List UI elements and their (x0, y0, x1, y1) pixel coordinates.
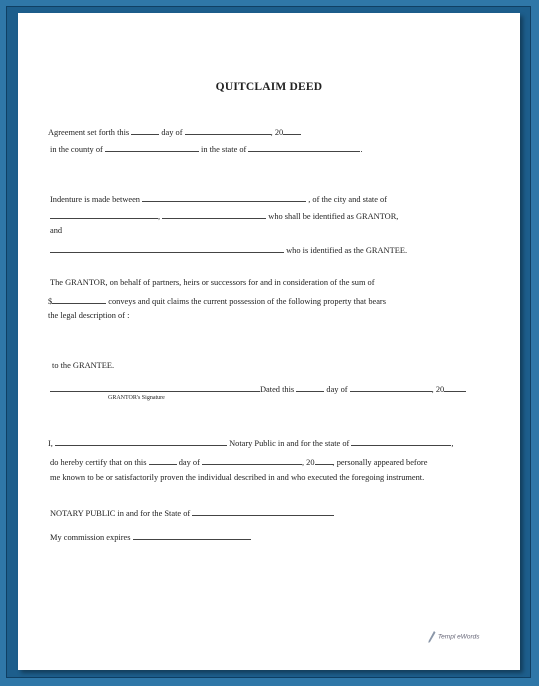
month-blank[interactable] (185, 126, 271, 135)
period: . (360, 145, 363, 154)
certify-month-blank[interactable] (202, 456, 302, 465)
notary-name-blank[interactable] (55, 437, 227, 446)
signature-year-blank[interactable] (444, 383, 466, 392)
i-text: I, (48, 439, 53, 448)
state-text: in the state of (201, 145, 247, 154)
watermark (428, 631, 479, 643)
known-line: me known to be or satisfactorily proven the individual described in and who executed the foregoing instrument. (50, 473, 425, 482)
commission-blank[interactable] (133, 531, 251, 540)
commission-line (50, 531, 251, 543)
notary-comma: , (451, 439, 454, 448)
signature-year-prefix: , 20 (431, 385, 445, 394)
county-text: in the county of (50, 145, 103, 154)
signature-month-blank[interactable] (350, 383, 432, 392)
and-line: and (50, 226, 63, 235)
certify-day-blank[interactable] (149, 456, 177, 465)
state-blank[interactable] (248, 143, 363, 154)
county-blank[interactable] (105, 143, 199, 152)
certify-day-of: day of (178, 458, 200, 467)
county-line (50, 143, 363, 155)
notary-public-text: Notary Public in and for the state of (229, 439, 350, 448)
document-title: QUITCLAIM DEED (215, 81, 323, 93)
legal-description-line: the legal description of : (48, 311, 130, 320)
day-of-text: day of (161, 128, 183, 137)
consideration-line: The GRANTOR, on behalf of partners, heirs or successors for and in consideration of the sum of (50, 278, 375, 287)
notary-public-state-text: NOTARY PUBLIC in and for the State of (50, 509, 191, 518)
indenture-line (50, 193, 387, 205)
grantee-identify-line (50, 244, 407, 256)
notary-state-line (50, 507, 334, 519)
year-prefix: , 20 (270, 128, 284, 137)
signature-day-blank[interactable] (296, 383, 324, 392)
grantor-line (50, 210, 398, 222)
grantor-text: who shall be identified as GRANTOR, (268, 212, 399, 221)
grantor-signature-blank[interactable] (50, 383, 260, 392)
appeared-text: , personally appeared before (332, 458, 428, 467)
notary-line (48, 437, 454, 449)
grantee-text: who is identified as the GRANTEE. (286, 246, 408, 255)
pen-icon (428, 631, 436, 643)
signature-caption: GRANTOR's Signature (108, 395, 165, 401)
certify-year-blank[interactable] (315, 456, 333, 465)
signature-day-of: day of (326, 385, 348, 394)
indenture-text: Indenture is made between (50, 195, 140, 204)
amount-blank[interactable] (52, 295, 106, 304)
document-page (18, 13, 520, 670)
notary-public-state-blank[interactable] (192, 507, 334, 516)
city-state-blank[interactable] (50, 210, 161, 221)
city-state-text: , of the city and state of (308, 195, 388, 204)
grantor-name-blank[interactable] (162, 210, 266, 219)
signature-line (50, 383, 466, 395)
dated-this-text: Dated this (260, 385, 295, 394)
conveys-line (48, 295, 386, 307)
party-one-blank[interactable] (142, 193, 306, 202)
to-grantee-line: to the GRANTEE. (52, 361, 115, 370)
watermark-text: Templ eWords (437, 633, 480, 641)
notary-state-blank[interactable] (351, 437, 454, 448)
comma: , (158, 212, 161, 221)
certify-text: do hereby certify that on this (50, 458, 147, 467)
commission-text: My commission expires (50, 533, 131, 542)
agreement-line (48, 126, 301, 138)
grantee-name-blank[interactable] (50, 244, 284, 253)
certify-line (50, 456, 427, 468)
agreement-text: Agreement set forth this (48, 128, 130, 137)
conveys-text: conveys and quit claims the current possession of the following property that bears (108, 297, 386, 306)
certify-year-prefix: , 20 (301, 458, 315, 467)
year-blank[interactable] (283, 126, 301, 135)
dollar-sign: $ (48, 297, 53, 306)
day-blank[interactable] (131, 126, 159, 135)
